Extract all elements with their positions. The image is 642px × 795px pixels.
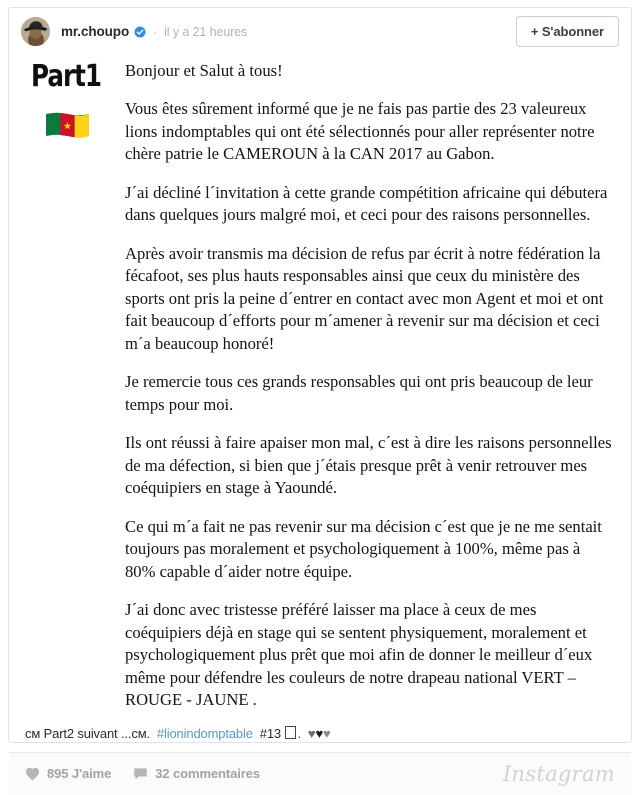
post-header — [9, 8, 631, 55]
heart-icon: ♥ — [307, 725, 316, 741]
post-text — [125, 59, 613, 712]
subscribe-button[interactable]: + S'abonner — [516, 16, 619, 47]
username[interactable]: mr.choupo — [61, 24, 130, 39]
post-paragraph: Ils ont réussi à faire apaiser mon mal, c´est à dire les raisons personnelles de ma défection, si bien que j´étais presque prêt à venir retrouver mes coéquipiers en stage à Yaoundé. — [125, 433, 612, 498]
post-paragraph: Ce qui m´a fait ne pas revenir sur ma décision c´est que je ne me sentait toujours pas moralement et psychologiquement à 100%, même pas à 80% capable d´aider notre équipe. — [125, 516, 602, 581]
post-timestamp: il y a 21 heures — [164, 24, 248, 39]
number-tag: #13 — [259, 725, 282, 741]
hashtag-link[interactable]: #lionindomptable — [156, 725, 253, 741]
likes-stat[interactable] — [25, 766, 111, 781]
cameroon-flag-emoji — [45, 111, 90, 141]
header-separator: · — [153, 24, 158, 39]
post-left-column — [31, 59, 125, 712]
post-paragraph: Je remercie tous ces grands responsables qui ont pris beaucoup de leur temps pour moi. — [125, 372, 593, 414]
heart-icon — [25, 767, 40, 781]
comment-bubble-icon — [133, 767, 148, 781]
post-body — [9, 55, 631, 712]
verified-badge-icon — [134, 26, 146, 38]
instagram-wordmark: Instagram — [502, 761, 615, 786]
post-footer — [9, 752, 631, 795]
avatar-image — [21, 17, 50, 46]
caption-prefix: см Part2 suivant ...см. — [25, 725, 150, 741]
post-paragraph: Bonjour et Salut à tous! — [125, 61, 283, 80]
avatar[interactable] — [21, 17, 50, 46]
post-paragraph: J´ai décliné l´invitation à cette grande compétition africaine qui débutera dans quelques jours malgré moi, et ceci pour des raisons personnelles. — [125, 182, 608, 225]
post-paragraph: Après avoir transmis ma décision de refus par écrit à notre fédération la fécafoot, ses plus hauts responsables ainsi que ceux du ministère des sports ont pris la peine d´entrer en contact avec mon Agent et moi et ont fait beaucoup d´efforts pour m´amener à revenir sur ma décision et ceci m´a beaucoup honoré! — [125, 243, 604, 353]
heart-icon: ♥ — [323, 725, 331, 741]
post-paragraph: J´ai donc avec tristesse préféré laisser ma place à ceux de mes coéquipiers déjà en stage qui se sentent physiquement, moralement et psychologiquement plus prêt que moi afin de donner le meilleur d´eux même pour défendre les couleurs de notre drapeau national VERT – ROUGE - JAUNE . — [125, 600, 593, 710]
likes-label: 895 J'aime — [47, 766, 112, 782]
caption-period: . — [297, 725, 301, 741]
missing-glyph-box — [285, 726, 296, 739]
heart-icon: ♥ — [315, 725, 324, 741]
comments-label: 32 commentaires — [155, 766, 260, 782]
instagram-post-card — [8, 7, 632, 786]
part-label: Part1 — [31, 59, 102, 94]
post-paragraph: Vous êtes sûrement informé que je ne fais pas partie des 23 valeureux lions indomptables qui ont été sélectionnés pour aller représenter notre chère patrie le CAMEROUN à la CAN 2017 au Gabon. — [125, 99, 595, 164]
comments-stat[interactable] — [133, 766, 260, 781]
caption-strip — [9, 712, 631, 752]
